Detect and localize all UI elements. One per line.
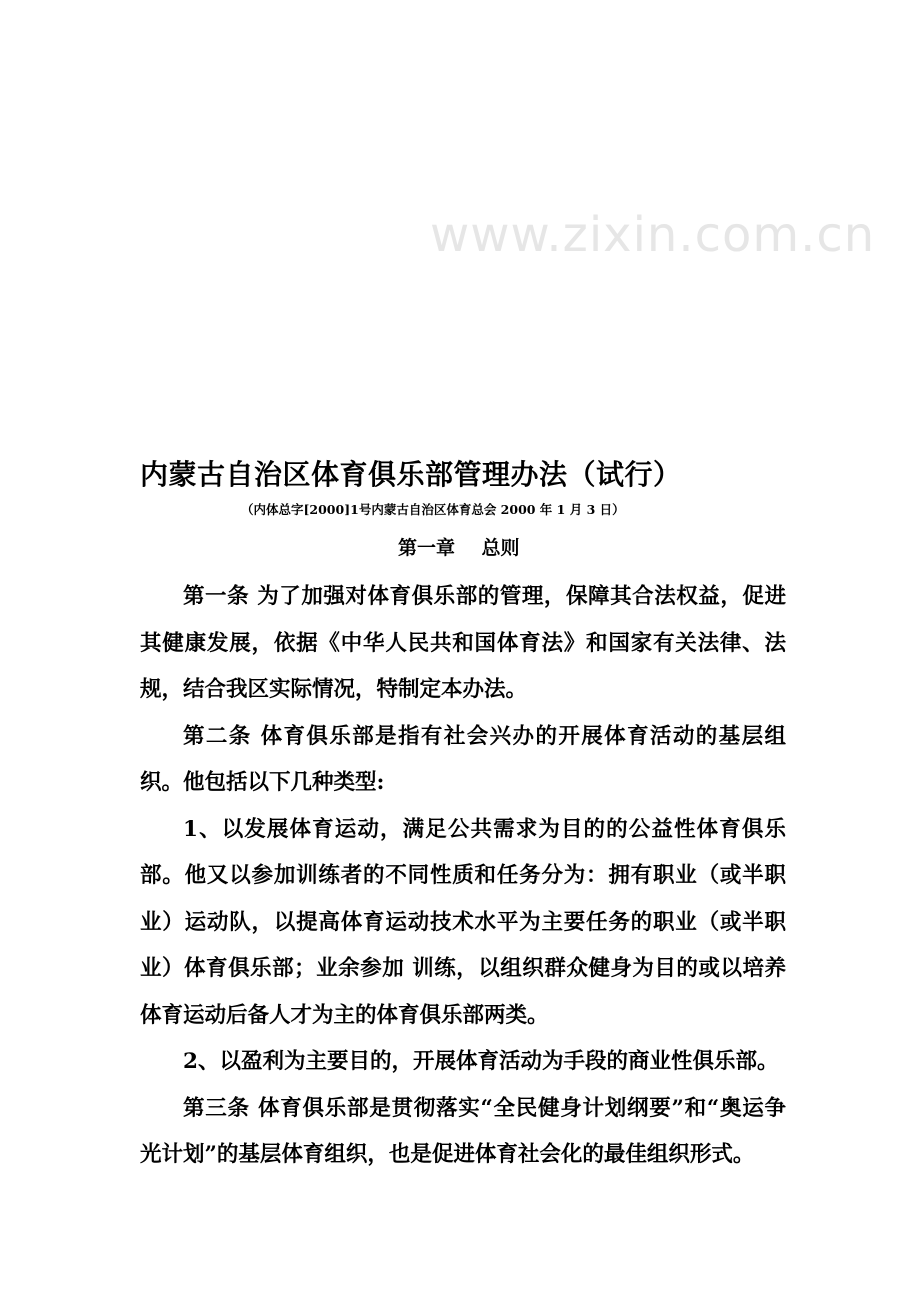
document-body: [140, 574, 786, 1179]
watermark: www.zixin.com.cn: [430, 207, 876, 263]
article-2-item-2-paragraph: 2、以盈利为主要目的，开展体育活动为手段的商业性俱乐部。: [183, 1049, 779, 1074]
article-1-paragraph: 第一条 为了加强对体育俱乐部的管理，保障其合法权益，促进其健康发展，依据《中华人民共和国体育法》和国家有关法律、法规，结合我区实际情况，特制定本办法。: [140, 584, 786, 702]
document-subtitle: （内体总字[2000]1号内蒙古自治区体育总会 2000 年 1 月 3 日）: [241, 502, 625, 517]
article-3-paragraph: 第三条 体育俱乐部是贯彻落实“全民健身计划纲要”和“奥运争光计划”的基层体育组织，也是促进体育社会化的最佳组织形式。: [140, 1095, 786, 1167]
article-2-paragraph: 第二条 体育俱乐部是指有社会兴办的开展体育活动的基层组织。他包括以下几种类型:: [140, 723, 786, 795]
chapter-heading: 第一章 总则: [398, 537, 520, 559]
article-2-item-1-paragraph: 1、以发展体育运动，满足公共需求为目的的公益性体育俱乐部。他又以参加训练者的不同性质和任务分为：拥有职业（或半职业）运动队，以提高体育运动技术水平为主要任务的职业（或半职业）体育俱乐部；业余参加 训练，以组织群众健身为目的或以培养体育运动后备人才为主的体育俱乐部两类。: [140, 816, 786, 1028]
document-title: 内蒙古自治区体育俱乐部管理办法（试行）: [140, 458, 682, 491]
